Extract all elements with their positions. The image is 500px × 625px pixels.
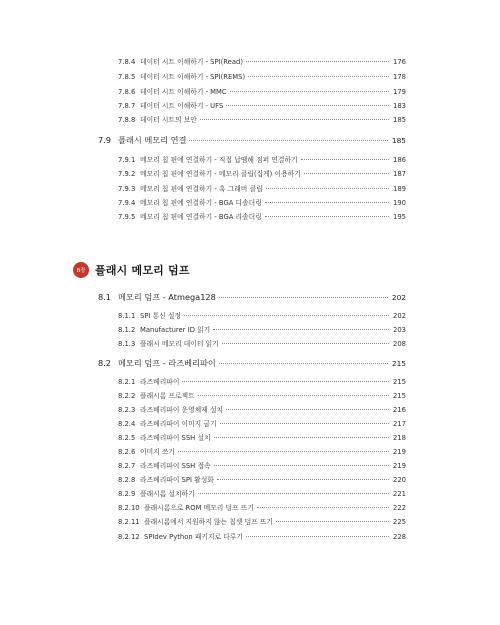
section-number: 8.1: [98, 292, 112, 302]
toc-entry[interactable]: [118, 197, 406, 211]
entry-page: 189: [393, 185, 406, 193]
toc-entry[interactable]: [118, 488, 406, 502]
toc-entry[interactable]: [118, 114, 406, 128]
entry-number: 8.2.6: [118, 448, 136, 456]
entry-number: 8.1.3: [118, 340, 136, 348]
entry-title: 메모리 칩 핀에 연결하기 - BGA 디솔더링: [140, 199, 262, 207]
toc-entry[interactable]: [118, 432, 406, 446]
section-page: 185: [391, 136, 406, 145]
toc-entry[interactable]: [118, 376, 406, 390]
dot-leader: [257, 507, 389, 508]
dot-leader: [246, 536, 389, 537]
entry-number: 8.2.5: [118, 434, 136, 442]
entry-number: 7.8.5: [118, 73, 136, 81]
dot-leader: [222, 343, 389, 344]
toc-section[interactable]: [98, 135, 406, 151]
entry-page: 179: [393, 88, 406, 96]
entry-title: 메모리 칩 핀에 연결하기 - 메모리 클립(집게) 이용하기: [140, 170, 301, 178]
toc-entry[interactable]: [118, 446, 406, 460]
dot-leader: [213, 329, 389, 330]
entry-page: 183: [393, 102, 406, 110]
entry-number: 8.2.4: [118, 420, 136, 428]
entry-number: 7.9.2: [118, 170, 136, 178]
entry-page: 225: [393, 518, 406, 526]
chapter-heading[interactable]: [73, 262, 190, 278]
toc-section[interactable]: [98, 292, 406, 308]
section-title: 플래시 메모리 연결: [118, 135, 187, 145]
entry-page: 220: [393, 476, 406, 484]
entry-title: SPI 통신 설정: [140, 312, 182, 320]
entry-number: 7.8.8: [118, 116, 136, 124]
toc-entry[interactable]: [118, 154, 406, 168]
dot-leader: [184, 315, 389, 316]
entry-page: 217: [393, 420, 406, 428]
entry-title: 플래시롬 설치하기: [140, 490, 195, 498]
entry-number: 7.8.4: [118, 58, 136, 66]
toc-entry[interactable]: [118, 100, 406, 114]
entry-title: 메모리 칩 핀에 연결하기 - 직접 납땜해 점퍼 연결하기: [140, 156, 298, 164]
entry-title: 데이터 시트 이해하기 - MMC: [140, 88, 227, 96]
toc-entry[interactable]: [118, 460, 406, 474]
dot-leader: [198, 395, 389, 396]
section-page: 215: [391, 359, 406, 368]
dot-leader: [230, 91, 389, 92]
toc-section[interactable]: [98, 358, 406, 374]
entry-number: 7.9.4: [118, 199, 136, 207]
entry-number: 7.8.6: [118, 88, 136, 96]
entry-page: 219: [393, 448, 406, 456]
toc-entry[interactable]: [118, 502, 406, 516]
entry-number: 8.2.11: [118, 518, 140, 526]
entry-title: 플래시롬으로 ROM 메모리 덤프 뜨기: [144, 504, 254, 512]
entry-page: 202: [393, 312, 406, 320]
section-title: 메모리 덤프 - 라즈베리파이: [118, 358, 216, 368]
dot-leader: [200, 119, 389, 120]
entry-number: 7.9.5: [118, 213, 136, 221]
entry-title: 라즈베리파이 SPI 활성화: [140, 476, 214, 484]
section-title: 메모리 덤프 - Atmega128: [118, 292, 216, 302]
entry-title: 데이터 시트의 보안: [140, 116, 197, 124]
entry-title: 메모리 칩 핀에 연결하기 - BGA 리솔더링: [140, 213, 262, 221]
dot-leader: [217, 479, 389, 480]
dot-leader: [214, 437, 389, 438]
entry-page: 187: [393, 170, 406, 178]
entry-number: 8.2.2: [118, 392, 136, 400]
dot-leader: [304, 173, 389, 174]
entry-page: 219: [393, 462, 406, 470]
toc-entry[interactable]: [118, 211, 406, 225]
entry-number: 7.9.1: [118, 156, 136, 164]
entry-number: 7.9.3: [118, 185, 136, 193]
dot-leader: [220, 423, 389, 424]
entry-title: 라즈베리파이 SSH 설치: [140, 434, 211, 442]
toc-entry[interactable]: [118, 86, 406, 100]
toc-entry[interactable]: [118, 531, 406, 545]
entry-page: 228: [393, 533, 406, 541]
section-page: 202: [391, 293, 406, 302]
entry-number: 8.1.1: [118, 312, 136, 320]
entry-page: 203: [393, 326, 406, 334]
entry-page: 195: [393, 213, 406, 221]
entry-page: 176: [393, 58, 406, 66]
entry-page: 222: [393, 504, 406, 512]
entry-title: 라즈베리파이 운영체제 설치: [140, 406, 224, 414]
dot-leader: [198, 493, 389, 494]
toc-entry[interactable]: [118, 404, 406, 418]
entry-number: 8.2.7: [118, 462, 136, 470]
dot-leader: [182, 381, 389, 382]
dot-leader: [219, 363, 388, 364]
dot-leader: [276, 521, 389, 522]
toc-entry[interactable]: [118, 418, 406, 432]
entry-page: 185: [393, 116, 406, 124]
dot-leader: [178, 451, 389, 452]
entry-page: 190: [393, 199, 406, 207]
dot-leader: [265, 216, 389, 217]
entry-title: 데이터 시트 이해하기 - SPI(REMS): [140, 73, 246, 81]
entry-title: Manufacturer ID 읽기: [140, 326, 211, 334]
entry-title: SPIdev Python 패키지로 다루기: [144, 533, 243, 541]
dot-leader: [189, 140, 387, 141]
toc-entry[interactable]: [118, 168, 406, 182]
toc-entry[interactable]: [118, 474, 406, 488]
entry-number: 8.2.12: [118, 533, 140, 541]
entry-page: 186: [393, 156, 406, 164]
entry-page: 215: [393, 378, 406, 386]
entry-title: 데이터 시트 이해하기 - UFS: [140, 102, 224, 110]
toc-entry[interactable]: [118, 516, 406, 530]
dot-leader: [266, 188, 389, 189]
entry-page: 215: [393, 392, 406, 400]
entry-title: 라즈베리파이: [140, 378, 180, 386]
toc-entry[interactable]: [118, 338, 406, 352]
dot-leader: [214, 465, 389, 466]
dot-leader: [219, 297, 388, 298]
entry-page: 218: [393, 434, 406, 442]
entry-title: 라즈베리파이 이미지 굽기: [140, 420, 217, 428]
dot-leader: [226, 105, 389, 106]
entry-page: 178: [393, 73, 406, 81]
entry-page: 208: [393, 340, 406, 348]
toc-entry[interactable]: [118, 310, 406, 324]
toc-entry[interactable]: [118, 71, 406, 85]
dot-leader: [301, 159, 389, 160]
entry-title: 라즈베리파이 SSH 접속: [140, 462, 211, 470]
section-number: 8.2: [98, 358, 112, 368]
entry-title: 플래시 메모리 데이터 읽기: [140, 340, 219, 348]
entry-number: 8.2.1: [118, 378, 136, 386]
entry-title: 플래시롬 프로젝트: [140, 392, 195, 400]
dot-leader: [265, 202, 389, 203]
entry-page: 221: [393, 490, 406, 498]
entry-title: 데이터 시트 이해하기 - SPI(Read): [140, 58, 243, 66]
entry-number: 8.2.9: [118, 490, 136, 498]
entry-number: 8.1.2: [118, 326, 136, 334]
chapter-badge: 8장: [73, 262, 89, 278]
section-number: 7.9: [98, 135, 112, 145]
entry-number: 7.8.7: [118, 102, 136, 110]
entry-number: 8.2.3: [118, 406, 136, 414]
toc-entry[interactable]: [118, 390, 406, 404]
entry-number: 8.2.8: [118, 476, 136, 484]
entry-title: 플래시롬에서 지원하지 않는 칩셋 덤프 뜨기: [144, 518, 273, 526]
dot-leader: [226, 409, 389, 410]
toc-entry[interactable]: [118, 183, 406, 197]
dot-leader: [246, 61, 389, 62]
dot-leader: [248, 76, 389, 77]
toc-entry[interactable]: [118, 324, 406, 338]
entry-page: 216: [393, 406, 406, 414]
entry-title: 메모리 칩 핀에 연결하기 - 훅 그래버 클립: [140, 185, 263, 193]
toc-entry[interactable]: [118, 56, 406, 70]
entry-number: 8.2.10: [118, 504, 140, 512]
chapter-title: 플래시 메모리 덤프: [95, 264, 190, 277]
entry-title: 이미지 쓰기: [140, 448, 175, 456]
